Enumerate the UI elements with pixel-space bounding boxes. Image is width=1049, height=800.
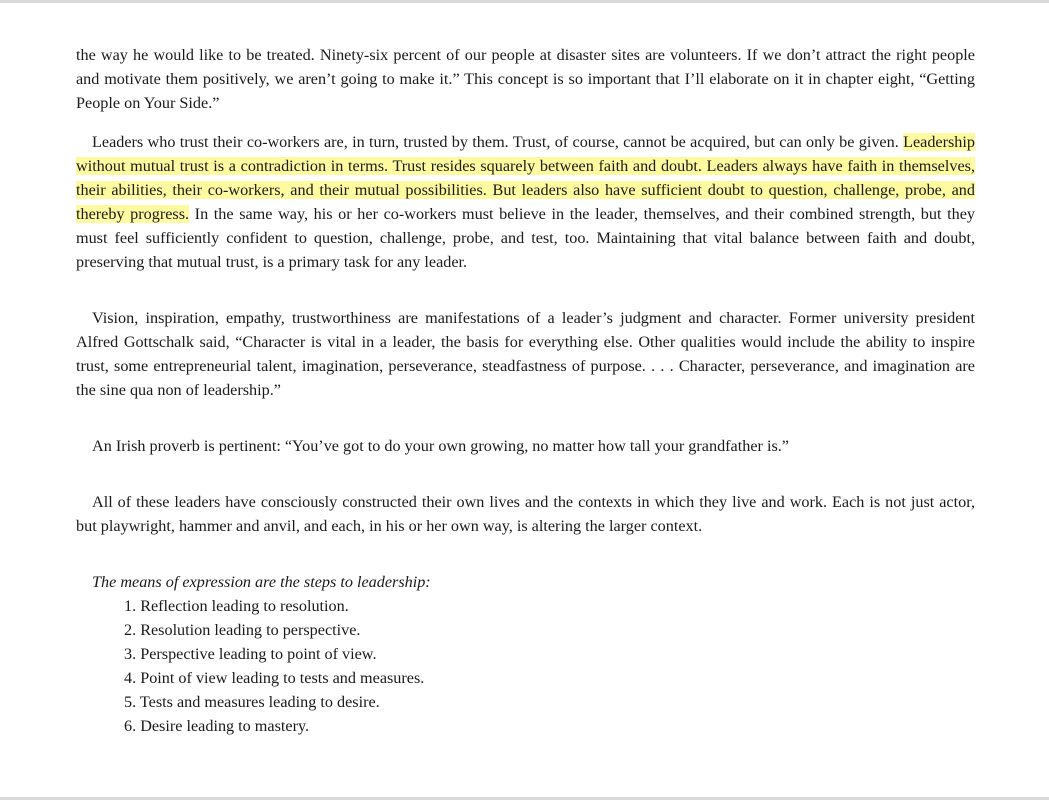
list-item: 2. Resolution leading to perspective. — [124, 621, 361, 639]
paragraph-2-text-before: Leaders who trust their co-workers are, in turn, trusted by them. Trust, of course, cannot be acquired, but can only be given. — [92, 133, 904, 151]
paragraph-4: An Irish proverb is pertinent: “You’ve got to do your own growing, no matter how tall your grandfather is.” — [92, 437, 789, 455]
steps-intro: The means of expression are the steps to leadership: — [92, 573, 431, 591]
paragraph-5: All of these leaders have consciously constructed their own lives and the contexts in which they live and work. Each is not just actor, but playwright, hammer and anvil, and each, in his or her own way, is altering the larger context. — [76, 493, 975, 535]
paragraph-1: the way he would like to be treated. Ninety-six percent of our people at disaster sites are volunteers. If we don’t attract the right people and motivate them positively, we aren’t going to make it.” This concept is so important that I’ll elaborate on it in chapter eight, “Getting People on Your Side.” — [76, 46, 975, 112]
list-item: 1. Reflection leading to resolution. — [124, 597, 349, 615]
paragraph-2 — [76, 130, 975, 274]
list-item: 4. Point of view leading to tests and measures. — [124, 669, 425, 687]
paragraph-2-text-after: In the same way, his or her co-workers must believe in the leader, themselves, and their combined strength, but they must feel sufficiently confident to question, challenge, probe, and test, too. Maintaining that vital balance between faith and doubt, preserving that mutual trust, is a primary task for any leader. — [76, 205, 975, 271]
steps-list — [76, 594, 975, 738]
document-page — [76, 43, 975, 738]
list-item: 5. Tests and measures leading to desire. — [124, 693, 380, 711]
highlighted-passage[interactable]: Leadership without mutual trust is a contradiction in terms. Trust resides squarely between faith and doubt. Leaders always have faith in themselves, their abilities, their co-workers, and their mutual possibilities. But leaders also have sufficient doubt to question, challenge, probe, and thereby progress. — [76, 133, 975, 223]
list-item: 3. Perspective leading to point of view. — [124, 645, 377, 663]
paragraph-3: Vision, inspiration, empathy, trustworthiness are manifestations of a leader’s judgment and character. Former university president Alfred Gottschalk said, “Character is vital in a leader, the basis for everything else. Other qualities would include the ability to inspire trust, some entrepreneurial talent, imagination, perseverance, steadfastness of purpose. . . . Character, perseverance, and imagination are the sine qua non of leadership.” — [76, 309, 975, 399]
top-border — [0, 0, 1049, 3]
list-item: 6. Desire leading to mastery. — [124, 717, 310, 735]
